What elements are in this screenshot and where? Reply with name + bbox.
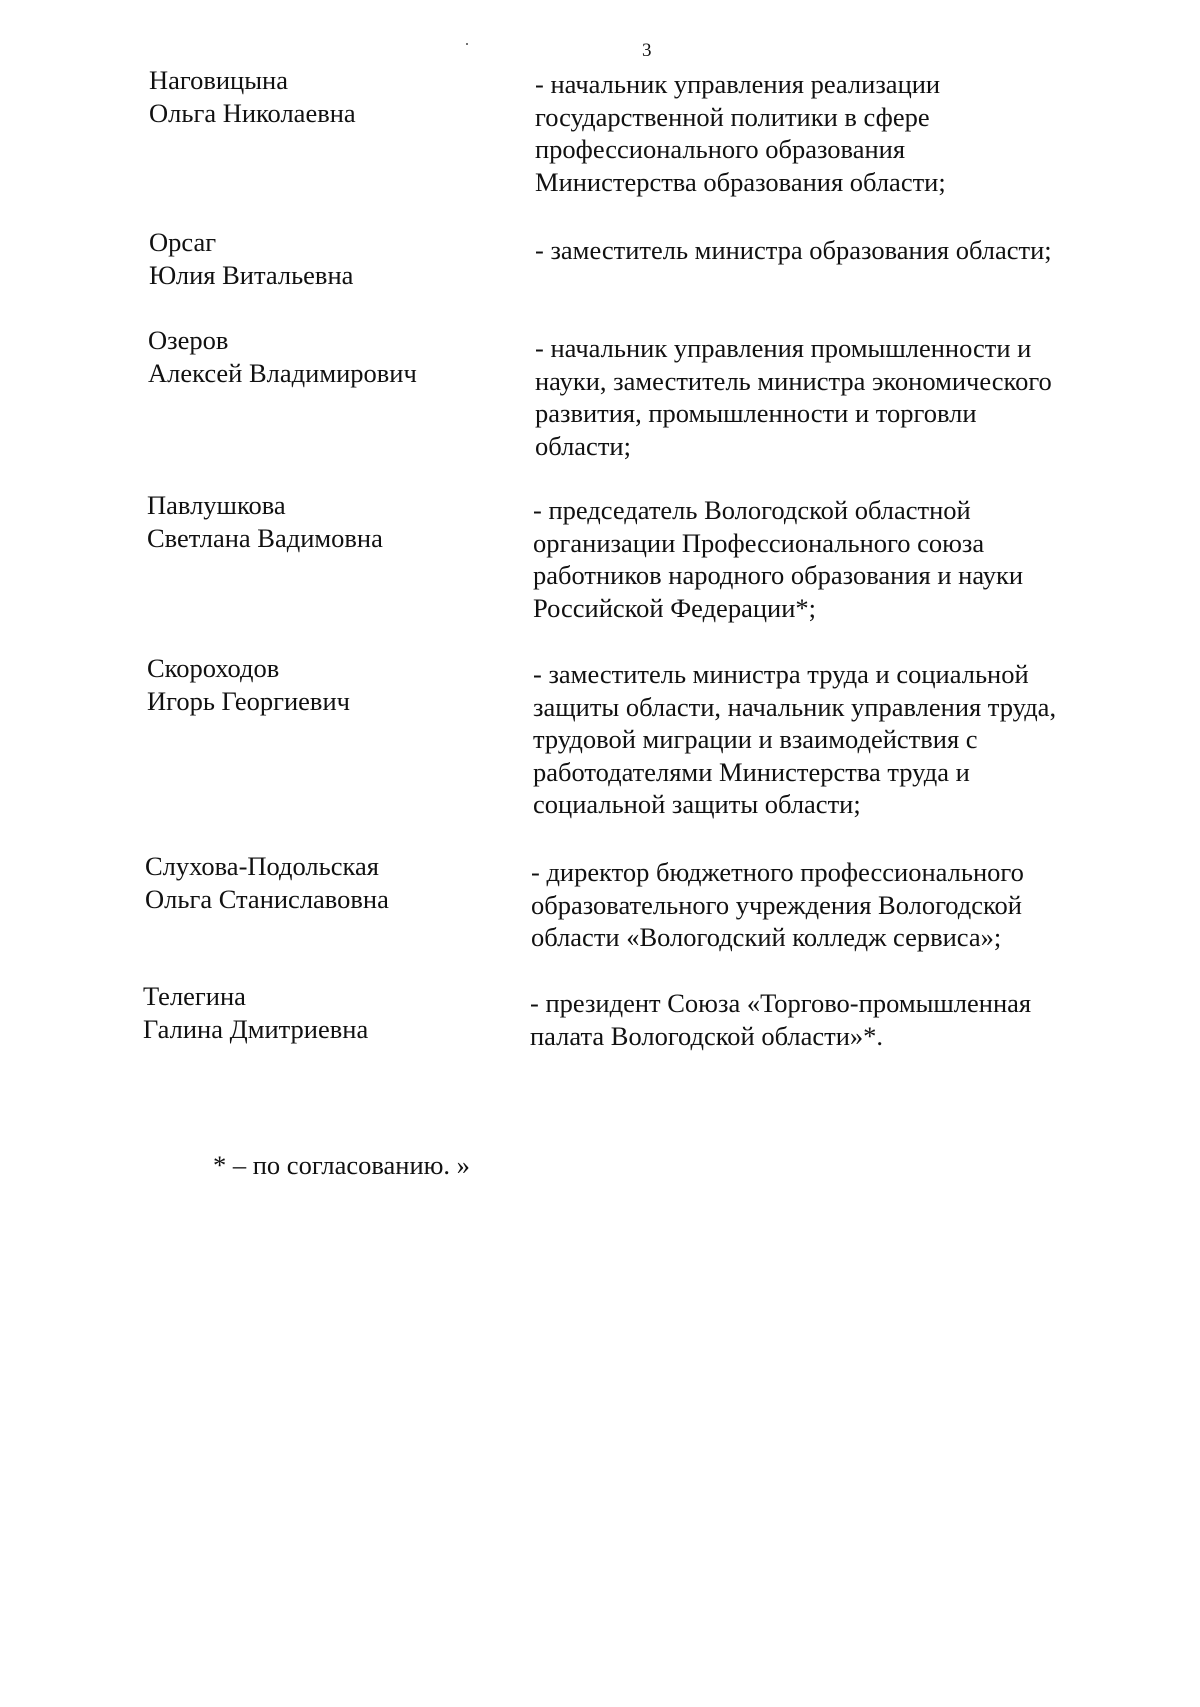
role-line: организации Профессионального союза — [533, 527, 985, 558]
member-role — [531, 856, 1111, 954]
role-line: защиты области, начальник управления труда, — [533, 691, 1057, 722]
member-name — [149, 226, 353, 291]
footnote: * – по согласованию. » — [213, 1150, 470, 1180]
role-line: - заместитель министра труда и социальной — [533, 659, 1029, 689]
member-role — [533, 658, 1113, 821]
member-role — [535, 332, 1115, 462]
member-surname: Слухова-Подольская — [145, 851, 379, 881]
member-role — [535, 234, 1115, 267]
member-surname: Наговицына — [149, 65, 288, 95]
member-role — [530, 987, 1110, 1052]
role-line: работодателями Министерства труда и — [533, 756, 970, 787]
member-given-names: Галина Дмитриевна — [143, 1013, 369, 1044]
role-line: области; — [535, 430, 631, 461]
role-line: области «Вологодский колледж сервиса»; — [531, 922, 1002, 952]
role-line: социальной защиты области; — [533, 789, 861, 819]
role-line: Министерства образования области; — [535, 166, 946, 197]
role-line: Российской Федерации*; — [533, 592, 816, 623]
member-given-names: Светлана Вадимовна — [147, 522, 383, 553]
member-surname: Павлушкова — [147, 490, 286, 520]
member-given-names: Юлия Витальевна — [149, 259, 354, 290]
member-name — [143, 980, 368, 1045]
page-number: 3 — [642, 40, 652, 61]
member-role — [533, 494, 1113, 624]
role-line: - начальник управления промышленности и — [535, 333, 1032, 363]
role-line: профессионального образования — [535, 134, 906, 164]
member-role — [535, 68, 1115, 198]
member-name — [149, 64, 356, 129]
role-line: - председатель Вологодской областной — [533, 495, 971, 525]
role-line: трудовой миграции и взаимодействия с — [533, 724, 978, 754]
role-line: палата Вологодской области»*. — [530, 1020, 884, 1051]
member-surname: Телегина — [143, 981, 246, 1011]
scan-speck — [466, 43, 468, 45]
role-line: государственной политики в сфере — [535, 101, 930, 132]
member-name — [145, 850, 389, 915]
member-given-names: Игорь Георгиевич — [147, 685, 350, 716]
member-given-names: Ольга Станиславовна — [145, 883, 389, 914]
member-given-names: Алексей Владимирович — [148, 357, 417, 388]
role-line: развития, промышленности и торговли — [535, 398, 977, 428]
member-name — [147, 652, 350, 717]
role-line: - заместитель министра образования области; — [535, 235, 1052, 265]
role-line: - начальник управления реализации — [535, 69, 941, 99]
member-given-names: Ольга Николаевна — [149, 97, 356, 128]
member-surname: Орсаг — [149, 227, 217, 257]
role-line: образовательного учреждения Вологодской — [531, 889, 1022, 920]
member-name — [148, 324, 417, 389]
role-line: - директор бюджетного профессионального — [531, 857, 1024, 887]
member-name — [147, 489, 383, 554]
role-line: - президент Союза «Торгово-промышленная — [530, 988, 1032, 1018]
member-surname: Озеров — [148, 325, 229, 355]
role-line: работников народного образования и науки — [533, 560, 1024, 590]
role-line: науки, заместитель министра экономического — [535, 365, 1052, 396]
member-surname: Скороходов — [147, 653, 280, 683]
